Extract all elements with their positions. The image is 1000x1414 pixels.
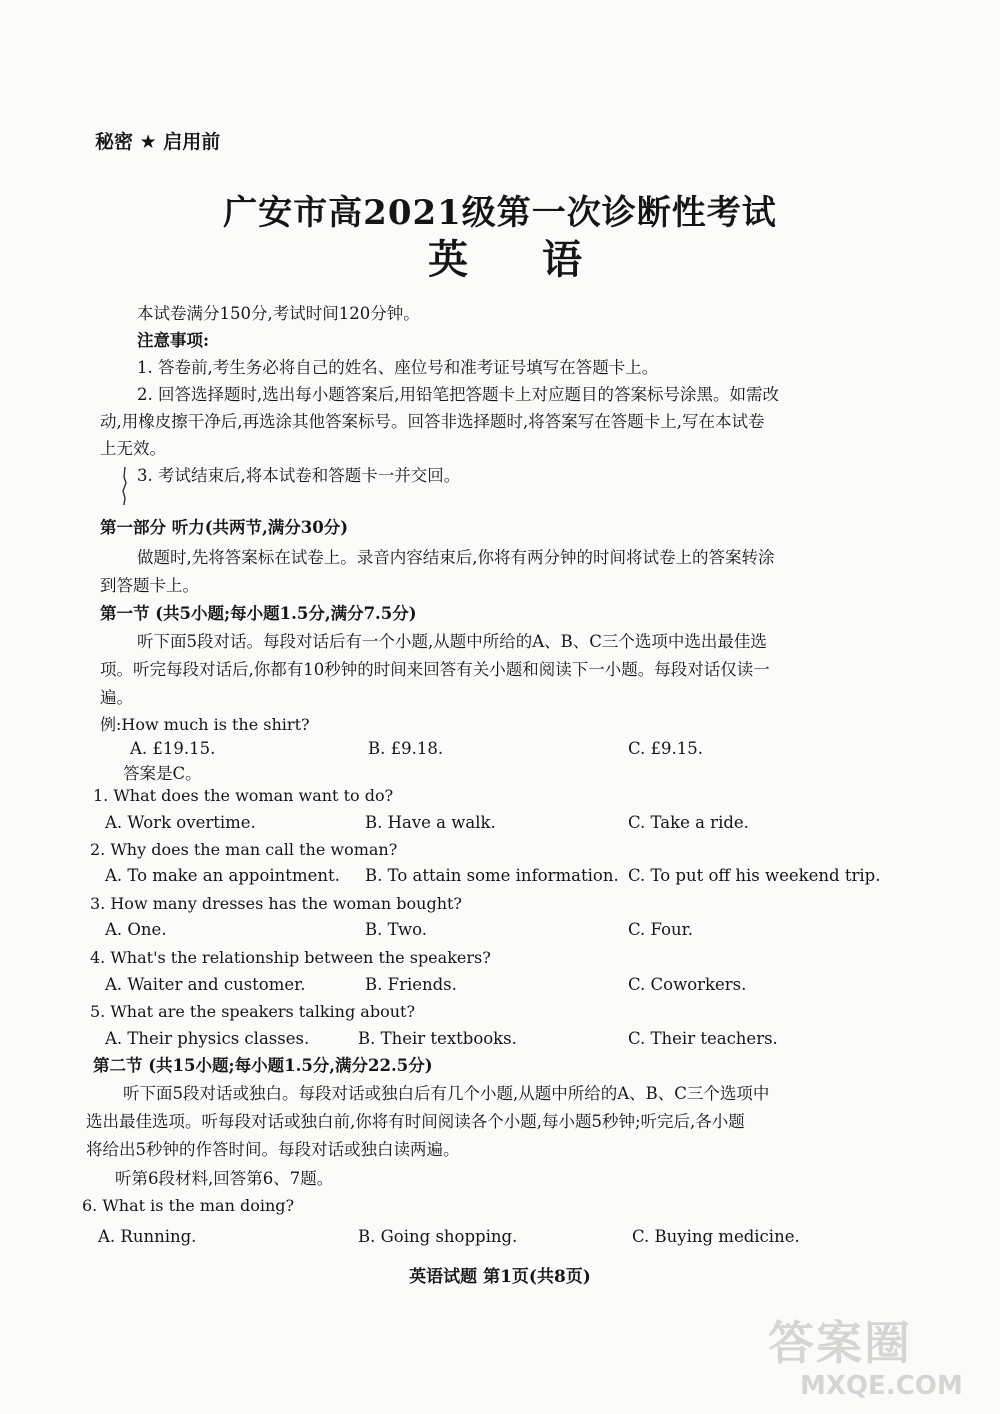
question-6-option-b: B. Going shopping. <box>358 1227 518 1246</box>
question-3-option-a: A. One. <box>105 920 167 939</box>
note-2-line-3: 上无效。 <box>100 439 166 458</box>
part1-instruction-line-2: 到答题卡上。 <box>100 576 199 595</box>
question-2: 2. Why does the man call the woman? <box>90 840 398 859</box>
note-3: 3. 考试结束后,将本试卷和答题卡一并交回。 <box>137 466 461 485</box>
material-6-instruction: 听第6段材料,回答第6、7题。 <box>115 1169 334 1188</box>
question-5-option-a: A. Their physics classes. <box>105 1029 310 1048</box>
question-6-option-a: A. Running. <box>98 1227 197 1246</box>
note-2-line-1: 2. 回答选择题时,选出每小题答案后,用铅笔把答题卡上对应题目的答案标号涂黑。如需改 <box>137 385 779 404</box>
section1-heading: 第一节 (共5小题;每小题1.5分,满分7.5分) <box>100 604 417 623</box>
pen-scribble-mark <box>120 465 130 507</box>
question-1-option-a: A. Work overtime. <box>105 813 256 832</box>
subject-title: 英 语 <box>428 236 612 283</box>
question-6: 6. What is the man doing? <box>82 1196 295 1215</box>
confidential-label: 秘密 ★ 启用前 <box>95 131 221 153</box>
question-2-option-b: B. To attain some information. <box>365 866 619 885</box>
section1-instruction-line-2: 项。听完每段对话后,你都有10秒钟的时间来回答有关小题和阅读下一小题。每段对话仅读一 <box>100 660 770 679</box>
part1-heading: 第一部分 听力(共两节,满分30分) <box>100 518 349 537</box>
question-5-option-b: B. Their textbooks. <box>358 1029 517 1048</box>
score-time-text: 本试卷满分150分,考试时间120分钟。 <box>137 304 420 323</box>
example-question: 例:How much is the shirt? <box>100 715 310 734</box>
page-footer: 英语试题 第1页(共8页) <box>409 1267 591 1287</box>
question-6-option-c: C. Buying medicine. <box>632 1227 800 1246</box>
example-option-c: C. £9.15. <box>628 739 704 758</box>
watermark-logo <box>760 1305 990 1410</box>
question-5: 5. What are the speakers talking about? <box>90 1002 416 1021</box>
watermark-line-2: MXQE.COM <box>800 1371 963 1401</box>
exam-title: 广安市高2021级第一次诊断性考试 <box>223 193 777 233</box>
question-3: 3. How many dresses has the woman bought? <box>90 894 462 913</box>
watermark-line-1: 答案圈 <box>768 1316 912 1370</box>
question-3-option-c: C. Four. <box>628 920 693 939</box>
question-1-option-b: B. Have a walk. <box>365 813 496 832</box>
note-2-line-2: 动,用橡皮擦干净后,再选涂其他答案标号。回答非选择题时,将答案写在答题卡上,写在本试卷 <box>100 412 765 431</box>
example-answer: 答案是C。 <box>123 764 202 783</box>
question-4-option-c: C. Coworkers. <box>628 975 747 994</box>
example-option-b: B. £9.18. <box>368 739 444 758</box>
question-1: 1. What does the woman want to do? <box>93 786 394 805</box>
question-5-option-c: C. Their teachers. <box>628 1029 778 1048</box>
question-2-option-a: A. To make an appointment. <box>105 866 340 885</box>
section2-instruction-line-1: 听下面5段对话或独白。每段对话或独白后有几个小题,从题中所给的A、B、C三个选项中 <box>123 1084 770 1103</box>
section2-instruction-line-2: 选出最佳选项。听每段对话或独白前,你将有时间阅读各个小题,每小题5秒钟;听完后,各小题 <box>86 1112 745 1131</box>
question-4-option-b: B. Friends. <box>365 975 457 994</box>
section1-instruction-line-1: 听下面5段对话。每段对话后有一个小题,从题中所给的A、B、C三个选项中选出最佳选 <box>137 632 767 651</box>
question-1-option-c: C. Take a ride. <box>628 813 749 832</box>
note-1: 1. 答卷前,考生务必将自己的姓名、座位号和准考证号填写在答题卡上。 <box>137 358 659 377</box>
part1-instruction-line-1: 做题时,先将答案标在试卷上。录音内容结束后,你将有两分钟的时间将试卷上的答案转涂 <box>137 548 775 567</box>
example-option-a: A. £19.15. <box>130 739 216 758</box>
notes-heading: 注意事项: <box>137 331 210 350</box>
section1-instruction-line-3: 遍。 <box>100 688 133 707</box>
question-3-option-b: B. Two. <box>365 920 428 939</box>
question-4: 4. What's the relationship between the speakers? <box>90 948 491 967</box>
section2-instruction-line-3: 将给出5秒钟的作答时间。每段对话或独白读两遍。 <box>86 1140 460 1159</box>
question-2-option-c: C. To put off his weekend trip. <box>628 866 881 885</box>
question-4-option-a: A. Waiter and customer. <box>105 975 306 994</box>
section2-heading: 第二节 (共15小题;每小题1.5分,满分22.5分) <box>93 1056 433 1075</box>
